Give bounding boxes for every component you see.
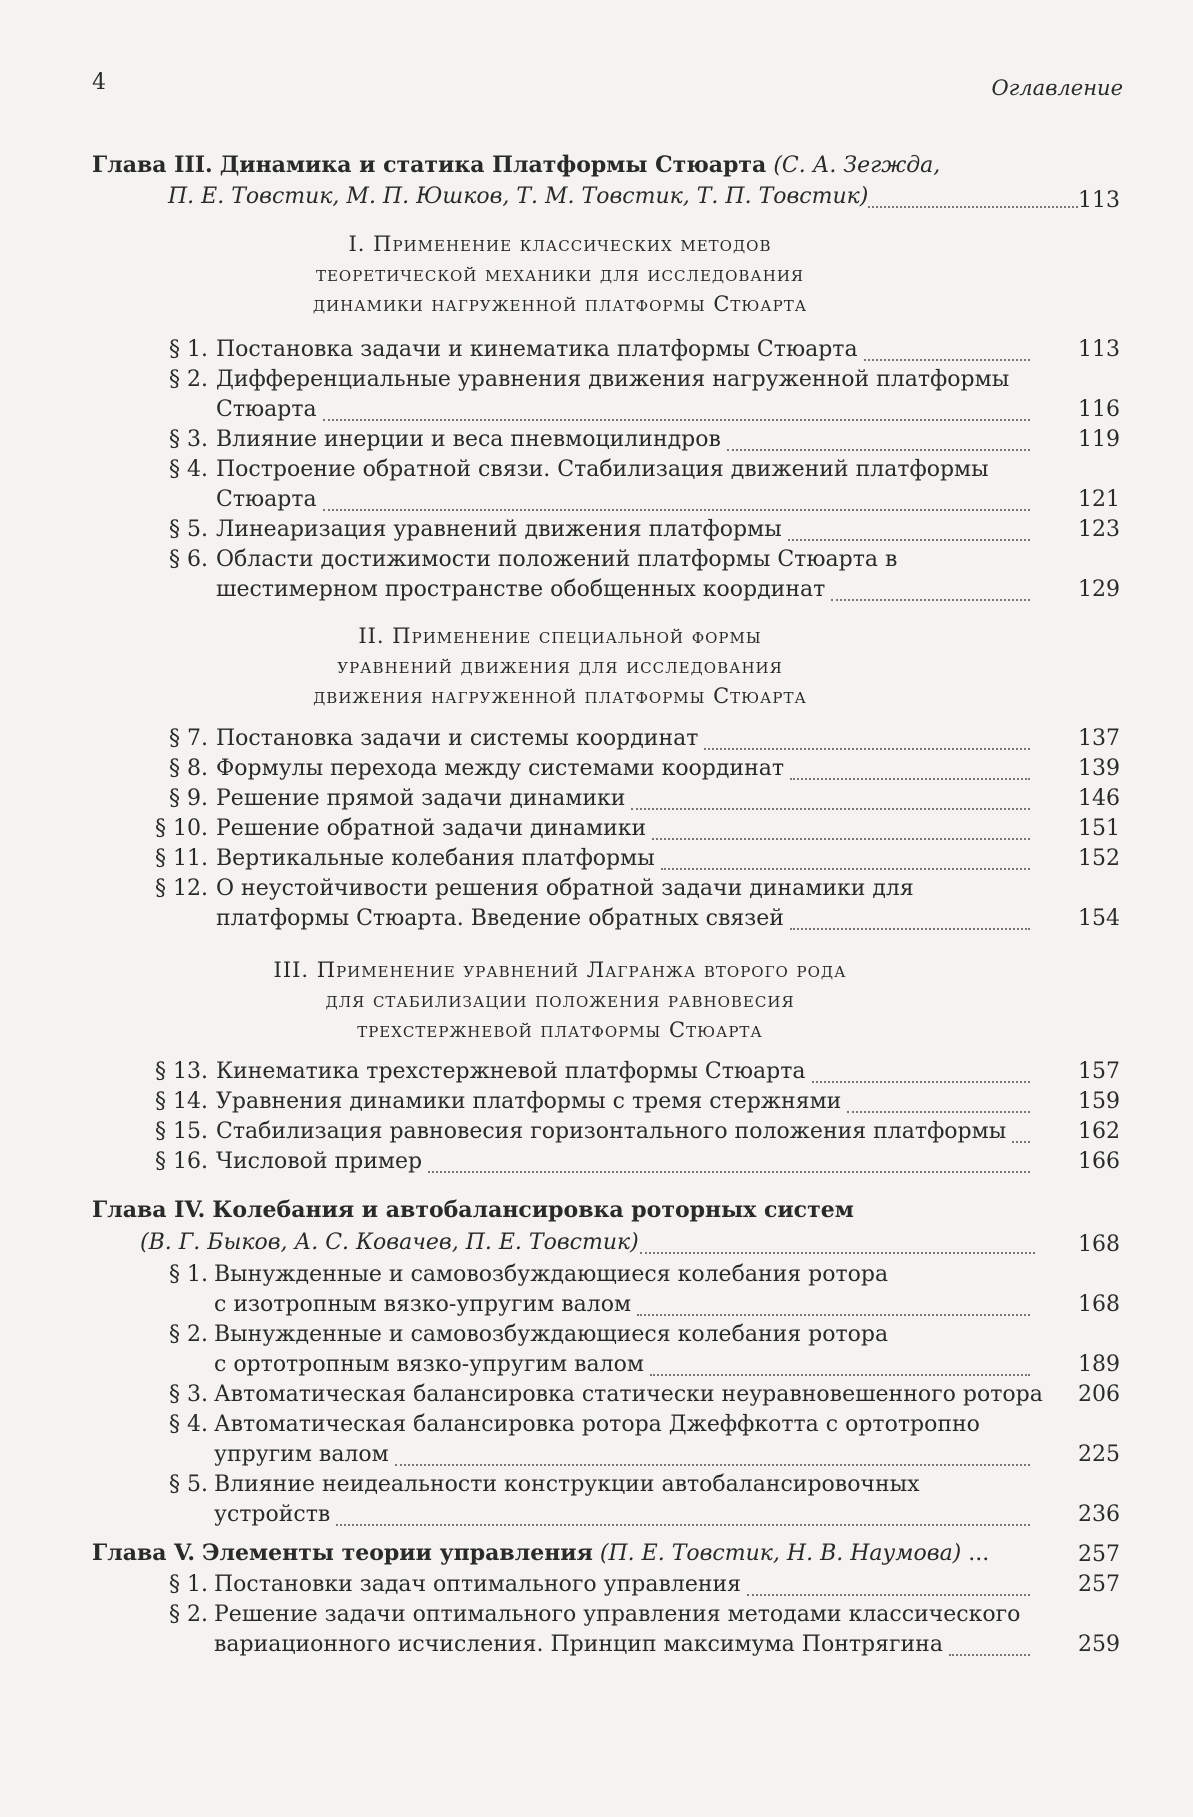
section-title: О неустойчивости решения обратной задачи динамики для [216,876,914,901]
section-title-continued: шестимерном пространстве обобщенных координат [216,577,826,602]
leader-dots [864,359,1030,361]
section-title: Кинематика трехстержневой платформы Стюарта [216,1059,806,1084]
section-title: Решение прямой задачи динамики [216,786,626,811]
section-number: § 13. [155,1059,208,1084]
section-number: § 12. [155,876,208,901]
chapter-4-label: Глава IV. [92,1197,206,1223]
section-number: § 7. [169,726,208,751]
page-number: 4 [92,70,106,95]
section-title: Влияние инерции и веса пневмоцилиндров [216,427,721,452]
section-page: 146 [1078,786,1120,811]
section-title: Дифференциальные уравнения движения нагруженной платформы [216,367,1010,392]
section-page: 139 [1078,756,1120,781]
leader-dots [428,1171,1030,1173]
part-1-line-2: теоретической механики для исследования [315,262,805,286]
section-number: § 1. [169,337,208,362]
section-number: § 16. [155,1149,208,1174]
section-title: Построение обратной связи. Стабилизация движений платформы [216,457,989,482]
running-header: Оглавление [991,76,1123,100]
section-title-continued: с изотропным вязко-упругим валом [214,1292,632,1317]
section-number: § 11. [155,846,208,871]
leader-dots [631,808,1030,810]
part-3-line-2: для стабилизации положения равновесия [325,988,795,1012]
leader-dots [661,868,1030,870]
section-title: Стабилизация равновесия горизонтального положения платформы [216,1119,1007,1144]
section-page: 189 [1078,1352,1120,1377]
part-2-line-3: движения нагруженной платформы Стюарта [313,684,807,708]
leader-dots [640,1252,1035,1254]
leader-dots [847,1111,1030,1113]
section-number: § 2. [169,367,208,392]
section-page: 206 [1078,1382,1120,1407]
section-number: § 8. [169,756,208,781]
section-title: Вынужденные и самовозбуждающиеся колебания ротора [214,1262,889,1287]
section-title-continued: вариационного исчисления. Принцип максимума Понтрягина [214,1632,943,1657]
part-1-line-3: динамики нагруженной платформы Стюарта [312,292,808,316]
chapter-5-heading: Глава V. Элементы теории управления (П. Е. Товстик, Н. В. Наумова) ... [92,1540,990,1566]
section-page: 168 [1078,1292,1120,1317]
chapter-5-page: 257 [1078,1542,1120,1567]
section-title-continued: Стюарта [216,487,317,512]
leader-dots [323,419,1030,421]
part-2-line-1: II. Применение специальной формы [358,624,762,648]
section-number: § 9. [169,786,208,811]
chapter-4-page: 168 [1078,1232,1120,1257]
section-number: § 3. [169,427,208,452]
leader-dots [790,778,1030,780]
section-title: Решение задачи оптимального управления методами классического [214,1602,1021,1627]
part-3-line-1: III. Применение уравнений Лагранжа второго рода [273,958,847,982]
section-number: § 14. [155,1089,208,1114]
chapter-5-title: Элементы теории управления [202,1540,593,1566]
chapter-3-authors-2: П. Е. Товстик, М. П. Юшков, Т. М. Товстик, Т. П. Товстик) [168,184,869,209]
section-page: 162 [1078,1119,1120,1144]
section-page: 159 [1078,1089,1120,1114]
leader-dots [650,1374,1030,1376]
section-title: Постановки задач оптимального управления [214,1572,742,1597]
section-title: Решение обратной задачи динамики [216,816,647,841]
section-title-continued: платформы Стюарта. Введение обратных связей [216,906,784,931]
section-title: Формулы перехода между системами координат [216,756,785,781]
leader-dots [949,1654,1030,1656]
section-page: 137 [1078,726,1120,751]
leader-dots [868,206,1078,208]
part-1-line-1: I. Применение классических методов [348,232,772,256]
chapter-5-label: Глава V. [92,1540,196,1566]
section-page: 113 [1078,337,1120,362]
section-number: § 4. [169,457,208,482]
chapter-3-heading [92,152,940,178]
section-title: Области достижимости положений платформы Стюарта в [216,547,898,572]
chapter-3-title: Динамика и статика Платформы Стюарта [219,152,767,178]
leader-dots [336,1524,1030,1526]
section-number: § 2. [169,1602,208,1627]
leader-dots [637,1314,1030,1316]
leader-dots [790,928,1030,930]
section-page: 121 [1078,487,1120,512]
part-2-line-2: уравнений движения для исследования [337,654,783,678]
section-number: § 5. [169,517,208,542]
section-number: § 5. [169,1472,208,1497]
leader-dots [652,838,1030,840]
section-title: Влияние неидеальности конструкции автобалансировочных [214,1472,920,1497]
section-page: 152 [1078,846,1120,871]
section-page: 259 [1078,1632,1120,1657]
section-page: 129 [1078,577,1120,602]
section-page: 236 [1078,1502,1120,1527]
section-title-continued: с ортотропным вязко-упругим валом [214,1352,644,1377]
section-title: Постановка задачи и кинематика платформы Стюарта [216,337,858,362]
leader-dots [704,748,1030,750]
leader-dots [1012,1141,1030,1143]
chapter-5-authors: (П. Е. Товстик, Н. В. Наумова) [599,1541,962,1566]
section-number: § 1. [169,1262,208,1287]
chapter-3-label: Глава III. [92,152,213,178]
leader-dots [831,599,1030,601]
chapter-4-title: Колебания и автобалансировка роторных систем [212,1197,854,1223]
section-title: Автоматическая балансировка ротора Джеффкотта с ортотропно [214,1412,980,1437]
leader-dots [727,449,1030,451]
section-page: 166 [1078,1149,1120,1174]
leader-dots [323,509,1030,511]
section-title: Вынужденные и самовозбуждающиеся колебания ротора [214,1322,889,1347]
section-title-continued: упругим валом [214,1442,389,1467]
leader-dots [812,1081,1030,1083]
section-number: § 3. [169,1382,208,1407]
section-title: Линеаризация уравнений движения платформы [216,517,782,542]
leader-dots [788,539,1030,541]
chapter-4-heading [92,1197,854,1223]
section-number: § 6. [169,547,208,572]
section-page: 151 [1078,816,1120,841]
section-title-continued: устройств [214,1502,331,1527]
section-number: § 2. [169,1322,208,1347]
chapter-3-authors-1: (С. А. Зегжда, [773,153,941,178]
section-page: 257 [1078,1572,1120,1597]
section-title: Вертикальные колебания платформы [216,846,655,871]
section-page: 225 [1078,1442,1120,1467]
section-title: Уравнения динамики платформы с тремя стержнями [216,1089,842,1114]
chapter-3-page: 113 [1078,188,1120,213]
section-page: 154 [1078,906,1120,931]
section-page: 157 [1078,1059,1120,1084]
chapter-4-authors: (В. Г. Быков, А. С. Ковачев, П. Е. Товстик) [140,1230,639,1255]
section-title-continued: Стюарта [216,397,317,422]
section-page: 116 [1078,397,1120,422]
section-number: § 10. [155,816,208,841]
section-title: Числовой пример [216,1149,423,1174]
leader-dots [747,1594,1030,1596]
section-page: 119 [1078,427,1120,452]
section-number: § 4. [169,1412,208,1437]
section-title: Постановка задачи и системы координат [216,726,699,751]
part-3-line-3: трехстержневой платформы Стюарта [357,1018,763,1042]
section-page: 123 [1078,517,1120,542]
section-number: § 15. [155,1119,208,1144]
leader-dots [395,1464,1030,1466]
section-number: § 1. [169,1572,208,1597]
section-title: Автоматическая балансировка статически неуравновешенного ротора [214,1382,1043,1407]
